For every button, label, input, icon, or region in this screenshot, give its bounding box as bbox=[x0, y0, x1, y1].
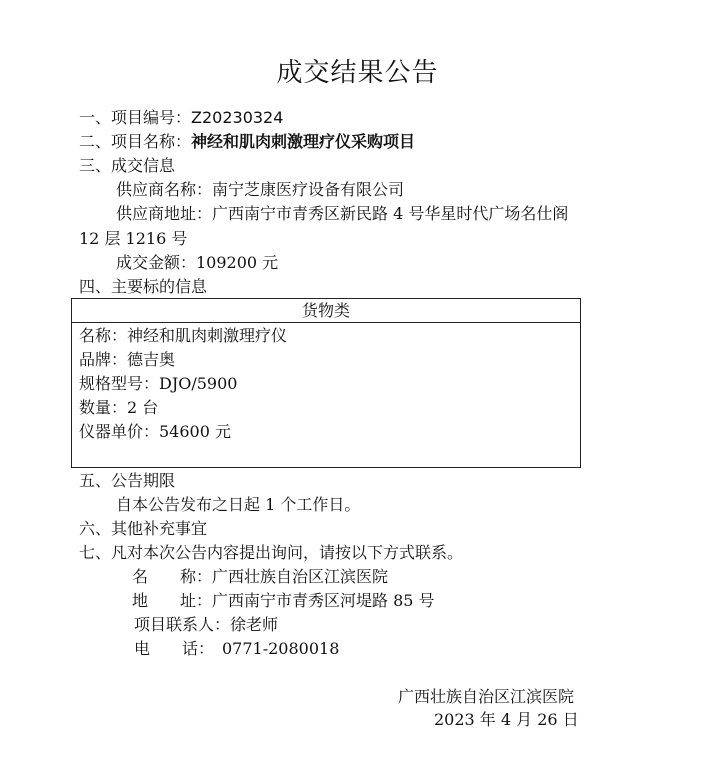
section-7-heading: 七、凡对本次公告内容提出询问，请按以下方式联系。 bbox=[79, 543, 464, 562]
section-5-heading: 五、公告期限 bbox=[79, 471, 176, 490]
goods-item-brand: 品牌：德吉奥 bbox=[79, 350, 176, 369]
goods-table bbox=[71, 298, 581, 468]
signature-org: 广西壮族自治区江滨医院 bbox=[398, 687, 575, 706]
supplier-address-line-2: 12 层 1216 号 bbox=[79, 229, 188, 248]
supplier-name: 供应商名称：南宁芝康医疗设备有限公司 bbox=[116, 180, 405, 199]
page-title: 成交结果公告 bbox=[276, 58, 439, 88]
goods-item-unit-price: 仪器单价：54600 元 bbox=[79, 422, 231, 441]
notice-period-text: 自本公告发布之日起 1 个工作日。 bbox=[116, 495, 361, 514]
goods-table-header: 货物类 bbox=[72, 299, 580, 323]
contact-address: 地 址：广西南宁市青秀区河堤路 85 号 bbox=[132, 591, 435, 610]
goods-item-model: 规格型号：DJO/5900 bbox=[79, 374, 238, 393]
project-name-label: 二、项目名称： bbox=[79, 132, 192, 151]
goods-item-name: 名称：神经和肌肉刺激理疗仪 bbox=[79, 326, 288, 345]
section-6-heading: 六、其他补充事宜 bbox=[79, 519, 208, 538]
section-3-heading: 三、成交信息 bbox=[79, 156, 176, 175]
contact-org-name: 名 称：广西壮族自治区江滨医院 bbox=[132, 567, 389, 586]
project-name bbox=[79, 131, 415, 153]
contact-person: 项目联系人：徐老师 bbox=[134, 615, 279, 634]
supplier-address-line-1: 供应商地址：广西南宁市青秀区新民路 4 号华星时代广场名仕阁 bbox=[116, 204, 569, 223]
goods-item-quantity: 数量：2 台 bbox=[79, 398, 159, 417]
project-number-label: 一、项目编号： bbox=[79, 108, 192, 127]
deal-amount: 成交金额：109200 元 bbox=[116, 253, 279, 272]
contact-phone: 电 话： 0771-2080018 bbox=[134, 639, 340, 658]
section-4-heading: 四、主要标的信息 bbox=[79, 277, 208, 296]
signature-date: 2023 年 4 月 26 日 bbox=[434, 710, 579, 729]
project-number bbox=[79, 107, 283, 129]
project-number-value: Z20230324 bbox=[191, 108, 284, 127]
project-name-value: 神经和肌肉刺激理疗仪采购项目 bbox=[191, 132, 416, 151]
